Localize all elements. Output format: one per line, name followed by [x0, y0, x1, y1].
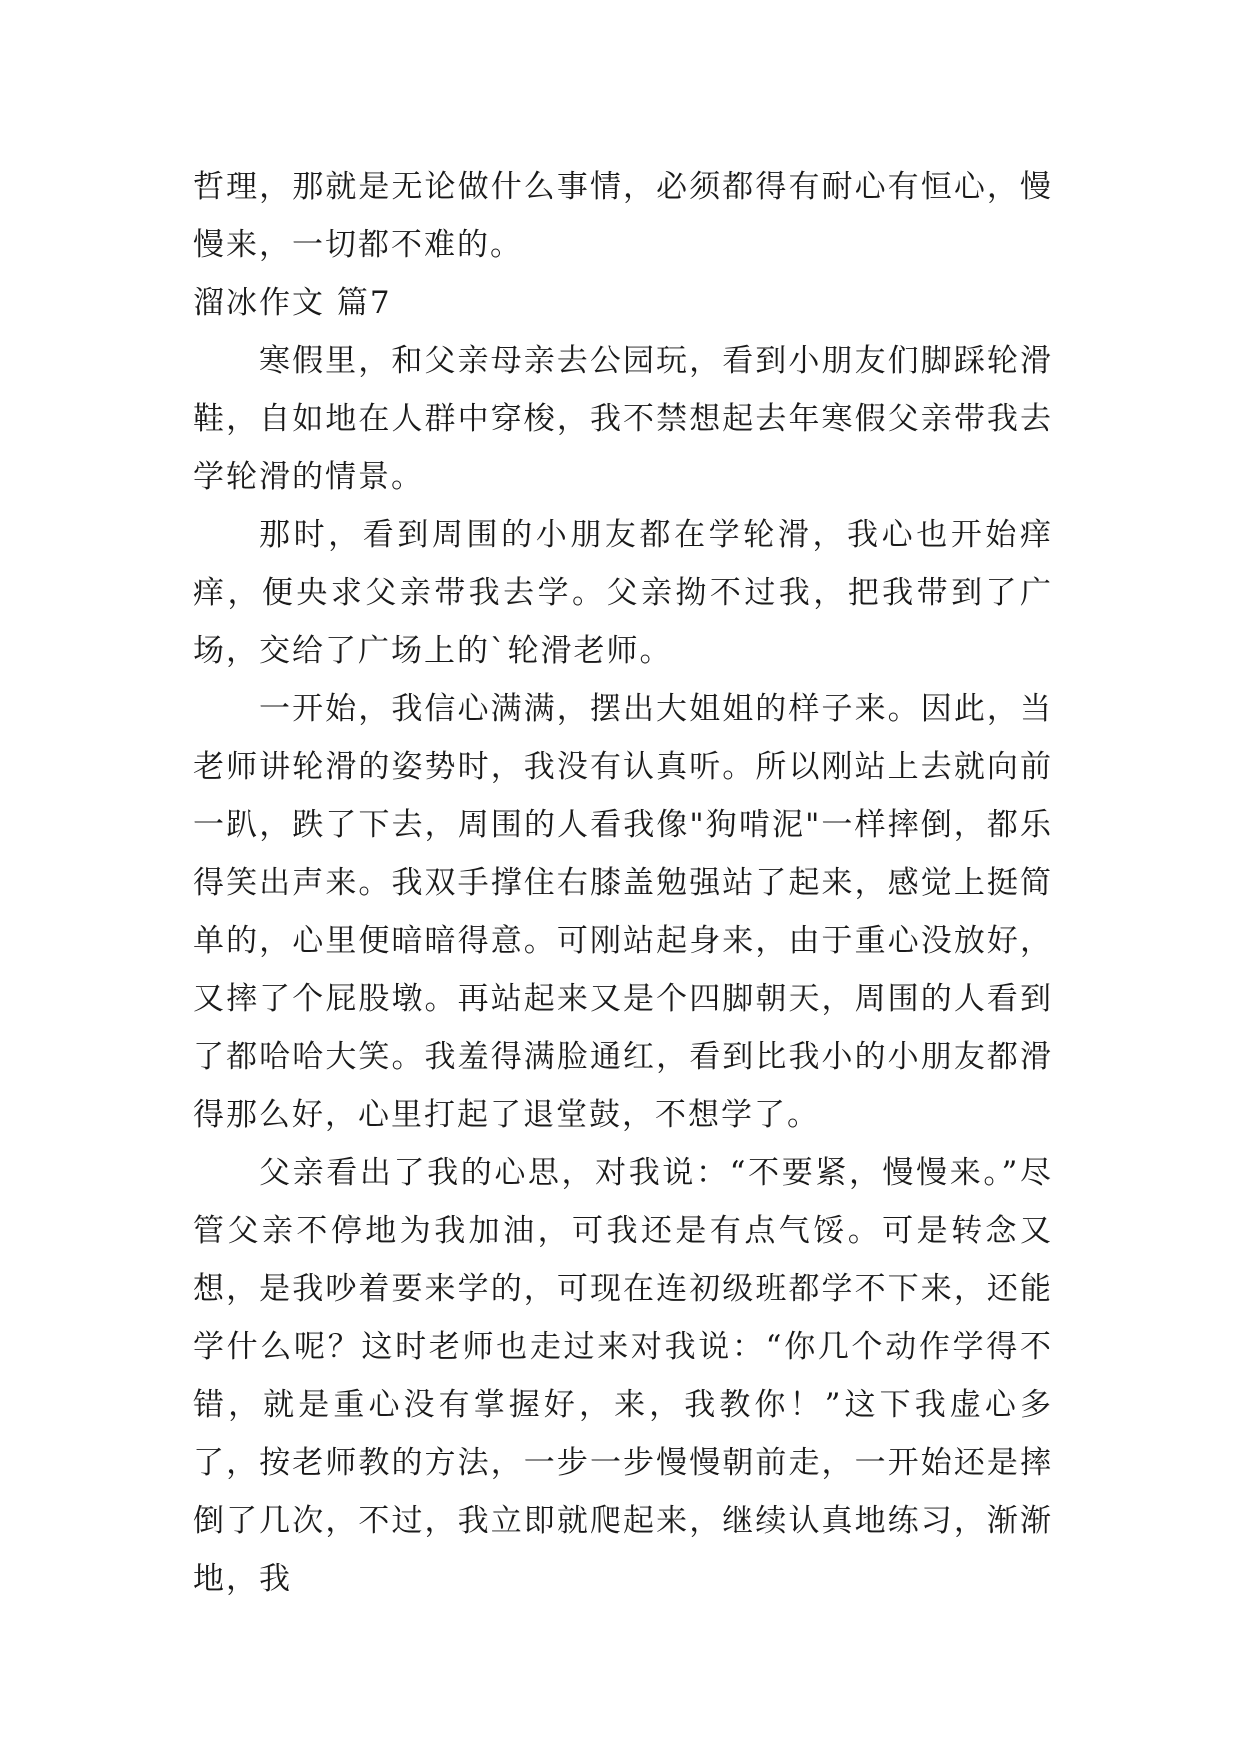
paragraph-1: 寒假里，和父亲母亲去公园玩，看到小朋友们脚踩轮滑鞋，自如地在人群中穿梭，我不禁想起去年寒假父亲带我去学轮滑的情景。: [193, 343, 1053, 495]
paragraph-continued: 哲理，那就是无论做什么事情，必须都得有耐心有恒心，慢慢来，一切都不难的。: [193, 169, 1053, 263]
section-heading: 溜冰作文 篇7: [193, 285, 392, 321]
article-body: [193, 158, 1053, 1608]
paragraph-4: 父亲看出了我的心思，对我说：“不要紧，慢慢来。”尽管父亲不停地为我加油，可我还是有点气馁。可是转念又想，是我吵着要来学的，可现在连初级班都学不下来，还能学什么呢？这时老师也走过来对我说：“你几个动作学得不错，就是重心没有掌握好，来，我教你！”这下我虚心多了，按老师教的方法，一步一步慢慢朝前走，一开始还是摔倒了几次，不过，我立即就爬起来，继续认真地练习，渐渐地，我: [193, 1155, 1053, 1597]
paragraph-2: 那时，看到周围的小朋友都在学轮滑，我心也开始痒痒，便央求父亲带我去学。父亲拗不过我，把我带到了广场，交给了广场上的`轮滑老师。: [193, 517, 1053, 669]
paragraph-3: 一开始，我信心满满，摆出大姐姐的样子来。因此，当老师讲轮滑的姿势时，我没有认真听。所以刚站上去就向前一趴，跌了下去，周围的人看我像"狗啃泥"一样摔倒，都乐得笑出声来。我双手撑住右膝盖勉强站了起来，感觉上挺简单的，心里便暗暗得意。可刚站起身来，由于重心没放好，又摔了个屁股墩。再站起来又是个四脚朝天，周围的人看到了都哈哈大笑。我羞得满脸通红，看到比我小的小朋友都滑得那么好，心里打起了退堂鼓，不想学了。: [193, 691, 1053, 1133]
